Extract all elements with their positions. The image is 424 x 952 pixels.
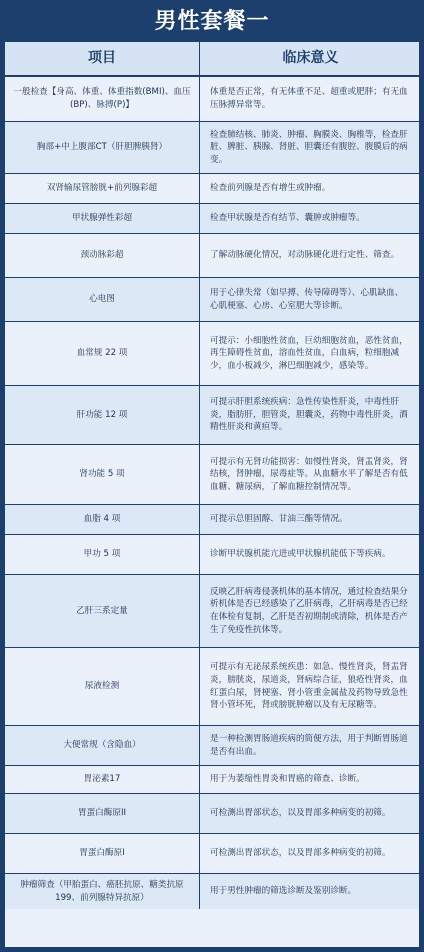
row-item: 胃蛋白酶原II [5, 794, 200, 833]
row-meaning: 用于为萎缩性胃炎和胃癌的筛查、诊断。 [200, 766, 419, 793]
table-row [5, 77, 419, 122]
table-header [5, 42, 419, 77]
row-item: 胸部+中上腹部CT（肝胆脾胰肾） [5, 122, 200, 173]
row-item: 肝功能 12 项 [5, 386, 200, 444]
row-meaning: 用于男性肿瘤的筛选诊断及鉴别诊断。 [200, 874, 419, 909]
header-meaning: 临床意义 [282, 50, 339, 67]
table-row [5, 234, 419, 278]
row-meaning: 是一种检测胃肠道疾病的简便方法，用于判断胃肠道是否有出血。 [200, 726, 419, 765]
row-meaning: 诊断甲状腺机能亢进或甲状腺机能低下等疾病。 [200, 535, 419, 574]
table-row [5, 834, 419, 874]
row-item: 甲状腺弹性彩超 [5, 204, 200, 233]
table-body [5, 77, 419, 909]
row-meaning: 可提示有无肾功能损害：如慢性肾炎，肾盂肾炎，肾结核，肾肿瘤，尿毒症等。从血糖水平了解是否有低血糖、糖尿病，了解血糖控制情况等。 [200, 445, 419, 504]
row-meaning: 用于心律失常（如早搏、传导障碍等）、心肌缺血、心肌梗塞、心房、心室肥大等诊断。 [200, 278, 419, 321]
table-row [5, 794, 419, 834]
table-row [5, 505, 419, 535]
row-item: 血常规 22 项 [5, 322, 200, 385]
row-item: 肿瘤筛查（甲胎蛋白、癌胚抗原、糖类抗原199、前列腺特异抗原） [5, 874, 200, 909]
row-meaning: 体重是否正常，有无体重不足、超重或肥胖；有无血压脉搏异常等。 [200, 77, 419, 121]
row-item: 心电图 [5, 278, 200, 321]
row-item: 一般检查【身高、体重、体重指数(BMI)、血压(BP)、脉搏(P)】 [5, 77, 200, 121]
table-row [5, 726, 419, 766]
row-item: 颈动脉彩超 [5, 234, 200, 277]
row-meaning: 检查甲状腺是否有结节、囊肿或肿瘤等。 [200, 204, 419, 233]
header-item: 项目 [5, 42, 200, 75]
table-row [5, 322, 419, 386]
table-row [5, 648, 419, 726]
row-meaning: 可检测出胃部状态，以及胃部多种病变的初筛。 [200, 794, 419, 833]
table-row [5, 174, 419, 204]
row-meaning: 了解动脉硬化情况，对动脉硬化进行定性、筛查。 [200, 234, 419, 277]
table-row [5, 575, 419, 648]
page-title: 男性套餐一 [0, 0, 424, 38]
row-meaning: 检查前列腺是否有增生或肿瘤。 [200, 174, 419, 203]
row-item: 肾功能 5 项 [5, 445, 200, 504]
row-meaning: 可提示：小细胞性贫血，巨幼细胞贫血，恶性贫血，再生障碍性贫血，溶血性贫血，白血病，粒细胞减少，血小板减少，淋巴细胞减少，感染等。 [200, 322, 419, 385]
row-item: 尿液检测 [5, 648, 200, 725]
row-item: 大便常规（含隐血） [5, 726, 200, 765]
table-row [5, 122, 419, 174]
row-item: 胃泌素17 [5, 766, 200, 793]
table-row [5, 278, 419, 322]
row-item: 血脂 4 项 [5, 505, 200, 534]
table-row [5, 874, 419, 909]
row-item: 乙肝三系定量 [5, 575, 200, 647]
table-row [5, 445, 419, 505]
row-item: 胃蛋白酶原I [5, 834, 200, 873]
row-meaning: 可提示有无泌尿系统疾患：如急、慢性肾炎，肾盂肾炎，膀胱炎，尿道炎，肾病综合征，狼疮性肾炎，血红蛋白尿，肾梗塞、肾小管重金属盐及药物导致急性肾小管坏死，肾或膀胱肿瘤以及有无尿糖等。 [200, 648, 419, 725]
row-meaning: 可检测出胃部状态，以及胃部多种病变的初筛。 [200, 834, 419, 873]
row-meaning: 检查肺结核、肺炎、肿瘤、胸膜炎、胸椎等，检查肝脏、脾脏、胰腺、肾脏、胆囊还有腹腔、腹膜后的病变。 [200, 122, 419, 173]
row-item: 双肾输尿管膀胱+前列腺彩超 [5, 174, 200, 203]
row-meaning: 可提示肝胆系统疾病：急性传染性肝炎，中毒性肝炎，脂肪肝，胆管炎，胆囊炎，药物中毒性肝炎，酒精性肝炎和黄疸等。 [200, 386, 419, 444]
package-table [3, 40, 421, 949]
row-meaning: 反映乙肝病毒侵袭机体的基本情况，通过检查结果分析机体是否已经感染了乙肝病毒，乙肝病毒是否已经在体检有复制，乙肝是否初期制或清除，机体是否产生了免疫性抗体等。 [200, 575, 419, 647]
table-row [5, 766, 419, 794]
row-meaning: 可提示总胆固醇、甘油三酯等情况。 [200, 505, 419, 534]
table-row [5, 535, 419, 575]
table-row [5, 204, 419, 234]
table-row [5, 386, 419, 445]
row-item: 甲功 5 项 [5, 535, 200, 574]
